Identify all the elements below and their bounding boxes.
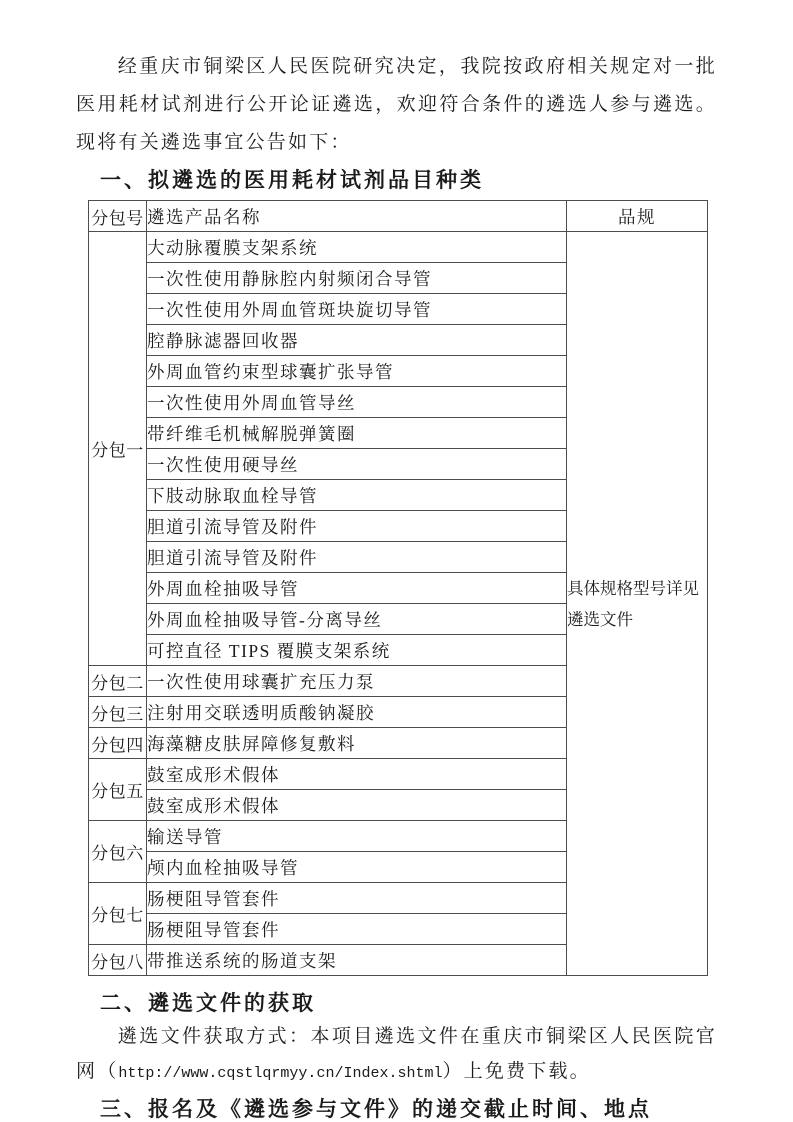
- header-spec: 品规: [567, 201, 708, 232]
- product-name-cell: 一次性使用硬导丝: [147, 449, 567, 480]
- acquisition-text-before-url: 遴选文件获取方式：本项目遴选文件在重庆市铜梁区人民医院官网（: [76, 1026, 717, 1082]
- product-name-cell: 海藻糖皮肤屏障修复敷料: [147, 728, 567, 759]
- spec-line-2: 遴选文件: [567, 609, 633, 629]
- package-number-cell: 分包六: [89, 821, 147, 883]
- product-name-cell: 一次性使用外周血管斑块旋切导管: [147, 294, 567, 325]
- product-name-cell: 大动脉覆膜支架系统: [147, 232, 567, 263]
- product-name-cell: 注射用交联透明质酸钠凝胶: [147, 697, 567, 728]
- product-name-cell: 胆道引流导管及附件: [147, 542, 567, 573]
- product-catalog-table: [88, 200, 708, 976]
- acquisition-text-after-url: ）上免费下载。: [442, 1061, 591, 1082]
- header-product-name: 遴选产品名称: [147, 201, 567, 232]
- product-name-cell: 胆道引流导管及附件: [147, 511, 567, 542]
- intro-paragraph: 经重庆市铜梁区人民医院研究决定，我院按政府相关规定对一批医用耗材试剂进行公开论证遴选，欢迎符合条件的遴选人参与遴选。现将有关遴选事宜公告如下：: [76, 56, 717, 153]
- table-body: [89, 232, 708, 976]
- product-name-cell: 肠梗阻导管套件: [147, 914, 567, 945]
- package-number-cell: 分包四: [89, 728, 147, 759]
- package-number-cell: 分包一: [89, 232, 147, 666]
- product-name-cell: 外周血栓抽吸导管-分离导丝: [147, 604, 567, 635]
- package-number-cell: 分包七: [89, 883, 147, 945]
- package-number-cell: 分包八: [89, 945, 147, 976]
- package-number-cell: 分包三: [89, 697, 147, 728]
- package-number-cell: 分包五: [89, 759, 147, 821]
- product-name-cell: 带纤维毛机械解脱弹簧圈: [147, 418, 567, 449]
- section1-heading: 一、拟遴选的医用耗材试剂品目种类: [100, 168, 484, 192]
- product-name-cell: 鼓室成形术假体: [147, 790, 567, 821]
- spec-line-1: 具体规格型号详见: [567, 578, 699, 598]
- product-name-cell: 肠梗阻导管套件: [147, 883, 567, 914]
- table-row: [89, 232, 708, 263]
- product-name-cell: 输送导管: [147, 821, 567, 852]
- product-name-cell: 外周血管约束型球囊扩张导管: [147, 356, 567, 387]
- product-name-cell: 可控直径 TIPS 覆膜支架系统: [147, 635, 567, 666]
- product-name-cell: 一次性使用球囊扩充压力泵: [147, 666, 567, 697]
- section2-heading: 二、遴选文件的获取: [100, 991, 316, 1015]
- product-name-cell: 颅内血栓抽吸导管: [147, 852, 567, 883]
- package-number-cell: 分包二: [89, 666, 147, 697]
- product-name-cell: 一次性使用外周血管导丝: [147, 387, 567, 418]
- product-name-cell: 外周血栓抽吸导管: [147, 573, 567, 604]
- table-header-row: [89, 201, 708, 232]
- product-name-cell: 一次性使用静脉腔内射频闭合导管: [147, 263, 567, 294]
- file-acquisition-paragraph: [76, 1019, 717, 1091]
- header-package-number: 分包号: [89, 201, 147, 232]
- product-name-cell: 下肢动脉取血栓导管: [147, 480, 567, 511]
- product-name-cell: 腔静脉滤器回收器: [147, 325, 567, 356]
- product-name-cell: 鼓室成形术假体: [147, 759, 567, 790]
- product-name-cell: 带推送系统的肠道支架: [147, 945, 567, 976]
- spec-merged-cell: [567, 232, 708, 976]
- download-url: http://www.cqstlqrmyy.cn/Index.shtml: [118, 1065, 443, 1082]
- section3-heading: 三、报名及《遴选参与文件》的递交截止时间、地点: [100, 1097, 652, 1121]
